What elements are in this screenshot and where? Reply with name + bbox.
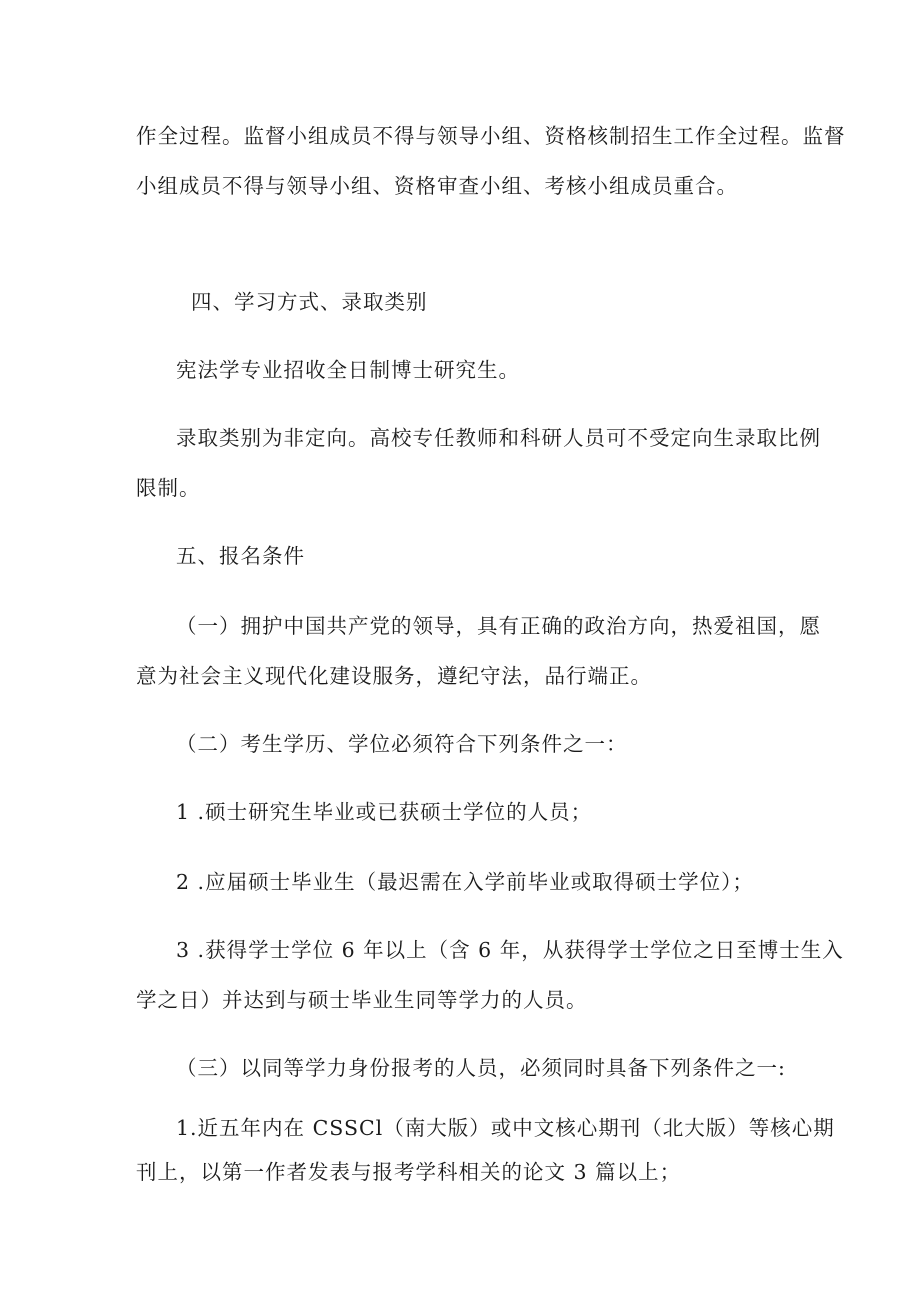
req-1-line1: （一）拥护中国共产党的领导，具有正确的政治方向，热爱祖国，愿 [176, 614, 821, 638]
req-2-item3-line2: 学之日）并达到与硕士毕业生同等学力的人员。 [136, 988, 588, 1012]
req-2-intro: （二）考生学历、学位必须符合下列条件之一： [176, 732, 628, 756]
para-supervision-line2: 小组成员不得与领导小组、资格审查小组、考核小组成员重合。 [136, 174, 738, 198]
req-2-item1: 1 .硕士研究生毕业或已获硕士学位的人员； [176, 800, 593, 824]
req-2-item3-line1: 3 .获得学士学位 6 年以上（含 6 年，从获得学士学位之日至博士生入 [176, 938, 844, 962]
para-admission-type-line1: 录取类别为非定向。高校专任教师和科研人员可不受定向生录取比例 [176, 426, 821, 450]
req-1-line2: 意为社会主义现代化建设服务，遵纪守法，品行端正。 [136, 664, 652, 688]
para-fulltime: 宪法学专业招收全日制博士研究生。 [176, 358, 520, 382]
req-3-item1-line2: 刊上，以第一作者发表与报考学科相关的论文 3 篇以上； [136, 1160, 682, 1184]
heading-study-mode: 四、学习方式、录取类别 [191, 290, 428, 314]
req-3-intro: （三）以同等学力身份报考的人员，必须同时具备下列条件之一: [176, 1056, 786, 1080]
para-supervision-line1: 作全过程。监督小组成员不得与领导小组、资格核制招生工作全过程。监督 [136, 124, 846, 148]
heading-requirements: 五、报名条件 [176, 544, 305, 568]
req-2-item2: 2 .应届硕士毕业生（最迟需在入学前毕业或取得硕士学位）； [176, 870, 754, 894]
para-admission-type-line2: 限制。 [136, 476, 201, 500]
req-3-item1-line1: 1.近五年内在 CSSCl（南大版）或中文核心期刊（北大版）等核心期 [176, 1116, 835, 1140]
